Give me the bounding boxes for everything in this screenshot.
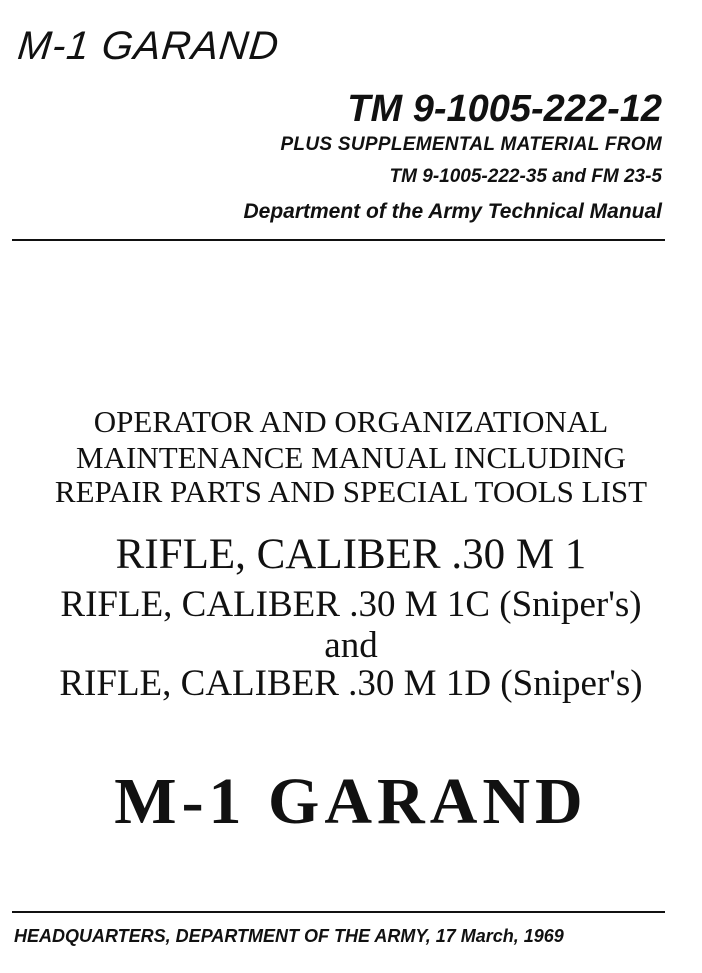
header-title: M-1 GARAND <box>15 24 282 68</box>
subtitle-line-1: OPERATOR AND ORGANIZATIONAL <box>93 404 609 439</box>
rifle-m1-line: RIFLE, CALIBER .30 M 1 <box>115 531 587 578</box>
subtitle-line-3: REPAIR PARTS AND SPECIAL TOOLS LIST <box>54 474 648 509</box>
subtitle-line-2: MAINTENANCE MANUAL INCLUDING <box>76 440 626 475</box>
rifle-m1d-line: RIFLE, CALIBER .30 M 1D (Sniper's) <box>59 663 643 704</box>
supplement-line-2: TM 9-1005-222-35 and FM 23-5 <box>389 166 662 187</box>
supplement-line-1: PLUS SUPPLEMENTAL MATERIAL FROM <box>280 134 662 155</box>
footer-headquarters-line: HEADQUARTERS, DEPARTMENT OF THE ARMY, 17 March, 1969 <box>14 926 564 946</box>
bottom-divider <box>12 911 665 913</box>
top-divider <box>12 239 665 241</box>
rifle-m1c-line: RIFLE, CALIBER .30 M 1C (Sniper's) <box>60 584 642 625</box>
tm-number: TM 9-1005-222-12 <box>347 88 662 130</box>
conjunction-and: and <box>324 625 378 666</box>
department-line: Department of the Army Technical Manual <box>243 200 662 223</box>
main-title: M-1 GARAND <box>114 765 588 838</box>
